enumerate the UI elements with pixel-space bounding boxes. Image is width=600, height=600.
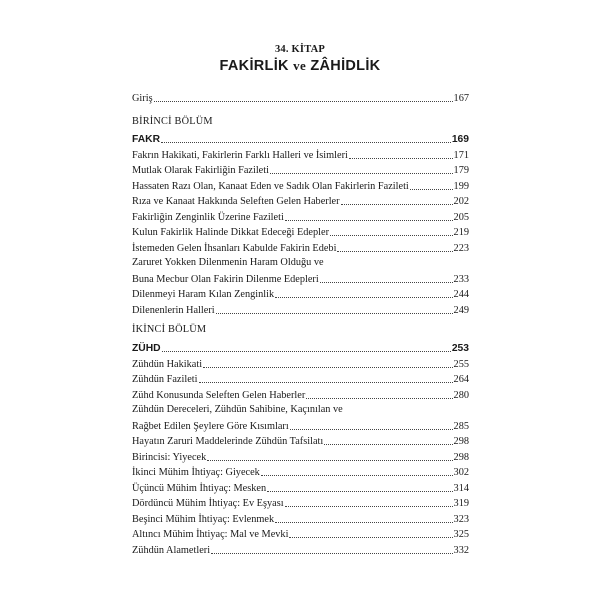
toc-entry bbox=[132, 466, 469, 479]
toc-entry bbox=[132, 149, 469, 162]
toc-entry-label: İstemeden Gelen İhsanları Kabulde Fakirin Edebi bbox=[132, 242, 337, 254]
leader-dots bbox=[330, 234, 453, 236]
toc-entry-page: 325 bbox=[453, 529, 469, 540]
toc-entry-page: 171 bbox=[453, 149, 469, 161]
leader-dots bbox=[290, 428, 453, 430]
toc-entry bbox=[132, 226, 469, 239]
toc-entry-label: Birincisi: Yiyecek bbox=[132, 451, 207, 463]
toc-entry bbox=[132, 304, 469, 317]
toc-entry-page: 233 bbox=[453, 273, 469, 285]
toc-entry-page: 302 bbox=[453, 467, 469, 478]
toc-entry-label: Hassaten Razı Olan, Kanaat Eden ve Sadık Olan Fakirlerin Fazileti bbox=[132, 180, 409, 192]
toc-entry-page: 314 bbox=[453, 482, 469, 494]
leader-dots bbox=[320, 281, 453, 283]
toc-entry-page: 223 bbox=[453, 242, 469, 254]
leader-dots bbox=[199, 381, 453, 383]
leader-dots bbox=[162, 350, 451, 352]
toc-entry-label: Kulun Fakirlik Halinde Dikkat Edeceği Edepler bbox=[132, 227, 330, 238]
leader-dots bbox=[337, 250, 452, 252]
toc-entry-page: 205 bbox=[453, 211, 469, 223]
toc-entry-page: 255 bbox=[453, 358, 469, 370]
toc-entry bbox=[132, 497, 469, 510]
toc-entry-continued-line: Zühdün Dereceleri, Zühdün Sahibine, Kaçınılan ve bbox=[132, 404, 343, 415]
leader-dots bbox=[306, 397, 452, 399]
book-number: 34. KİTAP bbox=[274, 44, 326, 55]
leader-dots bbox=[349, 157, 453, 159]
toc-entry bbox=[132, 180, 469, 193]
toc-entry bbox=[132, 211, 469, 224]
leader-dots bbox=[161, 141, 451, 143]
toc-entry-label: Üçüncü Mühim İhtiyaç: Mesken bbox=[132, 482, 267, 494]
toc-entry bbox=[132, 420, 469, 433]
toc-entry-label: Zühdün Fazileti bbox=[132, 374, 198, 385]
leader-dots bbox=[285, 505, 453, 507]
toc-entry bbox=[132, 544, 469, 557]
toc-entry-label: Altıncı Mühim İhtiyaç: Mal ve Mevki bbox=[132, 529, 289, 540]
book-title bbox=[0, 58, 600, 74]
toc-entry-page: 298 bbox=[453, 451, 469, 463]
toc-entry-page: 323 bbox=[453, 513, 469, 525]
toc-entry-label: Fakrın Hakikati, Fakirlerin Farklı Halleri ve İsimleri bbox=[132, 149, 348, 161]
toc-entry-label: Dördüncü Mühim İhtiyaç: Ev Eşyası bbox=[132, 498, 284, 509]
toc-entry bbox=[132, 373, 469, 386]
book-title-part2: ZÂHİDLİK bbox=[310, 58, 381, 74]
leader-dots bbox=[270, 172, 453, 174]
toc-entry bbox=[132, 288, 469, 301]
leader-dots bbox=[267, 490, 452, 492]
toc-entry-label: Buna Mecbur Olan Fakirin Dilenme Edepleri bbox=[132, 273, 319, 285]
toc-entry-page: 202 bbox=[453, 196, 469, 207]
toc-entry bbox=[132, 528, 469, 541]
leader-dots bbox=[275, 521, 452, 523]
leader-dots bbox=[410, 188, 453, 190]
leader-dots bbox=[324, 443, 452, 445]
section-heading-part2: İKİNCİ BÖLÜM bbox=[132, 324, 207, 335]
leader-dots bbox=[203, 366, 452, 368]
toc-entry-page: 244 bbox=[453, 289, 469, 300]
leader-dots bbox=[216, 312, 453, 314]
leader-dots bbox=[341, 203, 453, 205]
toc-entry-page: 280 bbox=[453, 389, 469, 401]
toc-entry bbox=[132, 358, 469, 371]
toc-entry-page: 319 bbox=[453, 498, 469, 509]
leader-dots bbox=[207, 459, 452, 461]
toc-entry-page: 332 bbox=[453, 544, 469, 556]
toc-entry-page: 285 bbox=[453, 420, 469, 432]
toc-entry-page: 199 bbox=[453, 180, 469, 192]
toc-entry-label: Rıza ve Kanaat Hakkında Seleften Gelen Haberler bbox=[132, 196, 340, 207]
toc-entry bbox=[132, 242, 469, 255]
toc-entry-label: Rağbet Edilen Şeylere Göre Kısımları bbox=[132, 420, 289, 432]
toc-entry-page: 264 bbox=[453, 374, 469, 385]
toc-entry bbox=[132, 133, 469, 146]
leader-dots bbox=[285, 219, 453, 221]
toc-entry-page: 253 bbox=[451, 343, 469, 354]
toc-entry bbox=[132, 451, 469, 464]
toc-entry-page: 249 bbox=[453, 304, 469, 316]
toc-entry-label: Zühd Konusunda Seleften Gelen Haberler bbox=[132, 389, 306, 401]
toc-entry-label: FAKR bbox=[132, 134, 161, 145]
leader-dots bbox=[261, 474, 453, 476]
toc-entry-page: 169 bbox=[451, 134, 469, 145]
book-title-ve: ve bbox=[293, 58, 307, 73]
toc-entry-label: Dilenmeyi Haram Kılan Zenginlik bbox=[132, 289, 275, 300]
toc-entry-page: 167 bbox=[453, 93, 469, 104]
leader-dots bbox=[154, 100, 453, 102]
leader-dots bbox=[275, 296, 452, 298]
toc-entry-continued-line: Zaruret Yokken Dilenmenin Haram Olduğu ve bbox=[132, 257, 324, 268]
toc-entry bbox=[132, 164, 469, 177]
section-heading-part1: BİRİNCİ BÖLÜM bbox=[132, 116, 213, 127]
toc-entry-label: Fakirliğin Zenginlik Üzerine Fazileti bbox=[132, 211, 284, 223]
toc-entry-label: Beşinci Mühim İhtiyaç: Evlenmek bbox=[132, 513, 275, 525]
toc-entry-label: Zühdün Hakikati bbox=[132, 358, 203, 370]
toc-entry bbox=[132, 389, 469, 402]
toc-entry-page: 179 bbox=[453, 165, 469, 176]
toc-entry bbox=[132, 435, 469, 448]
toc-entry-label: İkinci Mühim İhtiyaç: Giyecek bbox=[132, 467, 260, 478]
book-title-part1: FAKİRLİK bbox=[219, 58, 289, 74]
toc-entry-label: Giriş bbox=[132, 93, 153, 104]
toc-entry bbox=[132, 342, 469, 355]
leader-dots bbox=[289, 536, 452, 538]
toc-entry bbox=[132, 513, 469, 526]
toc-entry-page: 219 bbox=[453, 227, 469, 238]
toc-entry-label: ZÜHD bbox=[132, 343, 161, 354]
toc-entry-label: Zühdün Alametleri bbox=[132, 544, 211, 556]
toc-entry-intro bbox=[132, 92, 469, 105]
toc-entry bbox=[132, 195, 469, 208]
toc-entry-page: 298 bbox=[453, 436, 469, 447]
toc-entry-label: Mutlak Olarak Fakirliğin Fazileti bbox=[132, 165, 269, 176]
toc-entry-label: Dilenenlerin Halleri bbox=[132, 304, 215, 316]
toc-entry-label: Hayatın Zaruri Maddelerinde Zühdün Tafsilatı bbox=[132, 436, 324, 447]
toc-entry bbox=[132, 273, 469, 286]
toc-entry bbox=[132, 482, 469, 495]
leader-dots bbox=[211, 552, 452, 554]
